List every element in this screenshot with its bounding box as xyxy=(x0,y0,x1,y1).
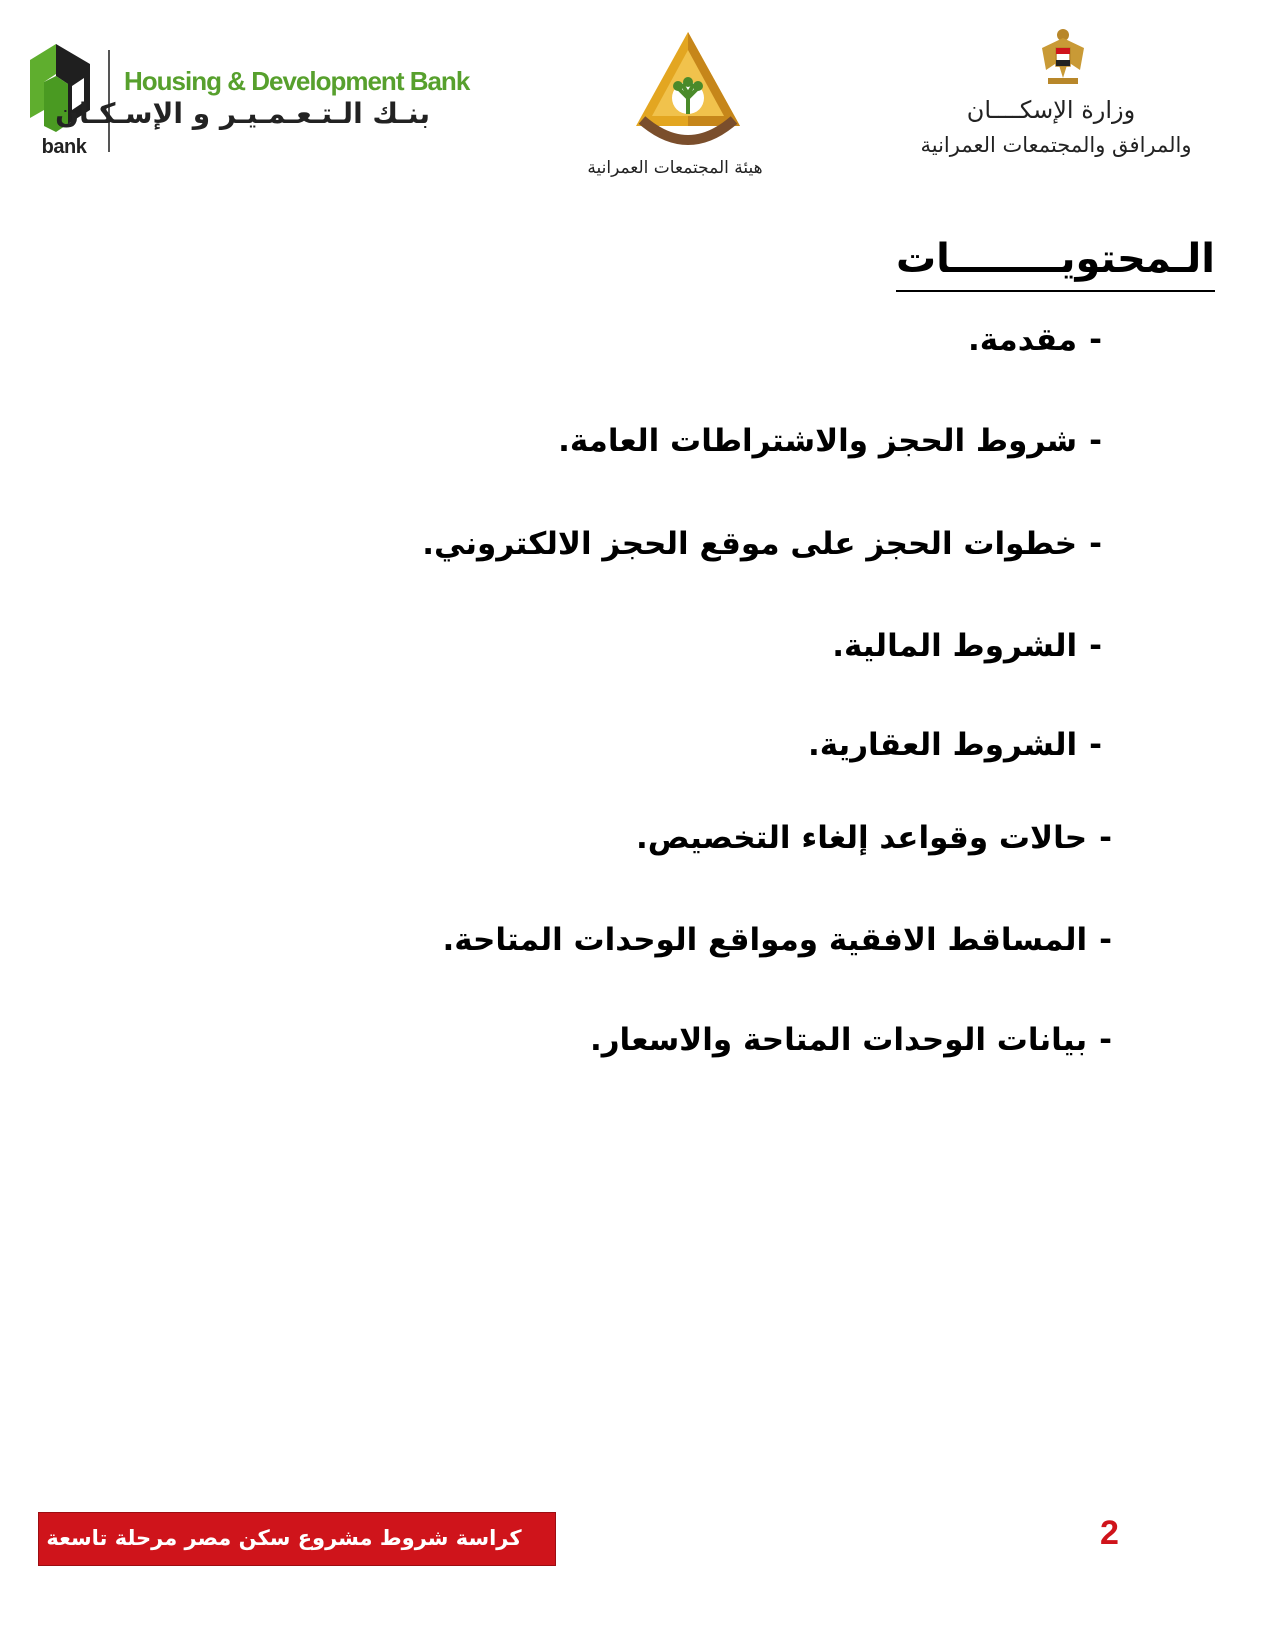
contents-item-label: مقدمة. xyxy=(967,322,1078,358)
bank-name-arabic: بنـك الـتـعـمـيـر و الإسـكـان xyxy=(55,97,430,130)
contents-item-label: خطوات الحجز على موقع الحجز الالكتروني. xyxy=(422,526,1078,562)
contents-item xyxy=(442,922,1112,958)
list-dash: - xyxy=(1089,322,1102,358)
footer-banner-text: كراسة شروط مشروع سكن مصر مرحلة تاسعة xyxy=(46,1526,522,1550)
contents-item-label: الشروط العقارية. xyxy=(807,727,1078,763)
contents-item xyxy=(636,820,1112,856)
list-dash: - xyxy=(1089,526,1102,562)
contents-title: الـمحتويــــــــات xyxy=(896,236,1215,292)
contents-item xyxy=(808,727,1102,763)
list-dash: - xyxy=(1089,423,1102,459)
bank-name-english: Housing & Development Bank xyxy=(124,66,470,96)
list-dash: - xyxy=(1089,628,1102,664)
hdb-logo-word: bank xyxy=(41,136,87,158)
ministry-name: وزارة الإسكــــان xyxy=(966,96,1136,124)
authority-caption: هيئة المجتمعات العمرانية xyxy=(587,158,763,178)
contents-item-label: المساقط الافقية ومواقع الوحدات المتاحة. xyxy=(442,922,1088,958)
contents-item-label: بيانات الوحدات المتاحة والاسعار. xyxy=(589,1022,1088,1058)
contents-item xyxy=(832,628,1102,664)
page-number: 2 xyxy=(1100,1514,1119,1552)
list-dash: - xyxy=(1099,1022,1112,1058)
list-dash: - xyxy=(1099,820,1112,856)
contents-item-label: حالات وقواعد إلغاء التخصيص. xyxy=(636,820,1088,856)
list-dash: - xyxy=(1089,727,1102,763)
contents-item xyxy=(590,1022,1112,1058)
contents-item-label: شروط الحجز والاشتراطات العامة. xyxy=(558,423,1078,459)
contents-item xyxy=(968,322,1102,358)
footer-banner xyxy=(38,1512,556,1566)
contents-item-label: الشروط المالية. xyxy=(832,628,1078,664)
list-dash: - xyxy=(1099,922,1112,958)
ministry-subtitle: والمرافق والمجتمعات العمرانية xyxy=(920,133,1192,157)
contents-item xyxy=(558,423,1102,459)
contents-item xyxy=(422,526,1102,562)
